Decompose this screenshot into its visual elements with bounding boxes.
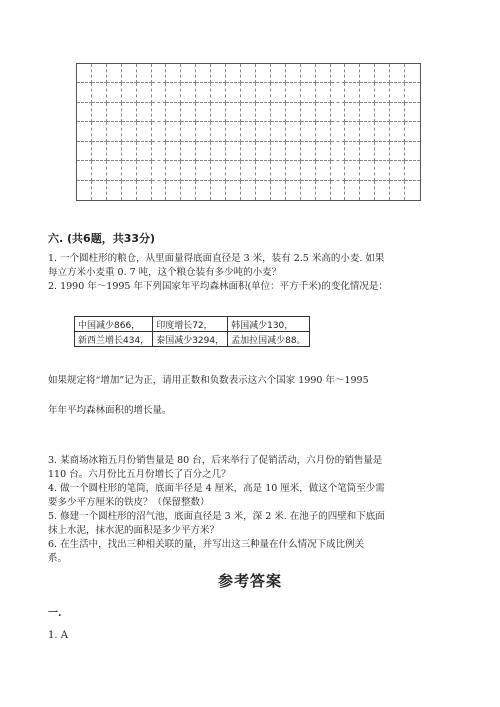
- grid-cell: [181, 161, 196, 180]
- grid-cell: [181, 64, 196, 83]
- grid-cell: [345, 83, 360, 102]
- grid-cell: [360, 64, 375, 83]
- grid-cell: [226, 142, 241, 161]
- grid-cell: [107, 161, 122, 180]
- grid-cell: [241, 103, 256, 122]
- grid-cell: [345, 181, 360, 200]
- answers-title: 参考答案: [217, 572, 282, 590]
- grid-cell: [375, 161, 390, 180]
- grid-cell: [360, 122, 375, 141]
- grid-cell: [137, 142, 152, 161]
- grid-cell: [77, 142, 92, 161]
- grid-cell: [107, 103, 122, 122]
- grid-cell: [166, 122, 181, 141]
- grid-cell: [375, 181, 390, 200]
- grid-cell: [152, 161, 167, 180]
- question-line: 如果规定将“增加”记为正，请用正数和负数表示这六个国家 1990 年～1995: [48, 375, 369, 386]
- grid-cell: [331, 161, 346, 180]
- grid-cell: [256, 181, 271, 200]
- question-line: 年年平均森林面积的增长量。: [48, 405, 172, 416]
- question-line: 抹上水泥，抹水泥的面积是多少平方米？: [48, 525, 220, 536]
- grid-cell: [226, 103, 241, 122]
- grid-cell: [405, 83, 420, 102]
- question-line: 5. 修建一个圆柱形的沼气池，底面直径是 3 米，深 2 米. 在池子的四壁和下底面: [48, 511, 385, 522]
- grid-cell: [181, 142, 196, 161]
- grid-cell: [92, 122, 107, 141]
- grid-cell: [211, 181, 226, 200]
- grid-cell: [137, 103, 152, 122]
- writing-grid: [76, 63, 421, 201]
- grid-cell: [77, 181, 92, 200]
- grid-cell: [92, 142, 107, 161]
- forest-area-table: [74, 316, 310, 347]
- grid-cell: [390, 64, 405, 83]
- grid-cell: [286, 142, 301, 161]
- grid-cell: [241, 142, 256, 161]
- grid-cell: [405, 181, 420, 200]
- grid-cell: [241, 122, 256, 141]
- table-cell: 印度增长72，: [153, 317, 228, 332]
- grid-cell: [301, 161, 316, 180]
- grid-cell: [301, 122, 316, 141]
- grid-cell: [211, 103, 226, 122]
- table-cell: 孟加拉国减少88。: [228, 332, 309, 347]
- grid-cell: [390, 122, 405, 141]
- grid-cell: [316, 181, 331, 200]
- answer-line: 1. A: [48, 630, 68, 641]
- grid-cell: [152, 64, 167, 83]
- grid-cell: [256, 122, 271, 141]
- table-cell: 中国减少866，: [75, 317, 153, 332]
- grid-cell: [92, 83, 107, 102]
- grid-cell: [301, 83, 316, 102]
- grid-cell: [137, 161, 152, 180]
- grid-cell: [196, 142, 211, 161]
- grid-cell: [256, 142, 271, 161]
- question-line: 4. 做一个圆柱形的笔筒，底面半径是 4 厘米，高是 10 厘米，做这个笔筒至少需: [48, 483, 385, 494]
- grid-cell: [166, 103, 181, 122]
- grid-cell: [211, 64, 226, 83]
- question-line: 要多少平方厘米的铁皮？（保留整数）: [48, 497, 210, 508]
- grid-cell: [241, 83, 256, 102]
- grid-cell: [92, 103, 107, 122]
- grid-cell: [375, 83, 390, 102]
- question-line: 110 台。六月份比五月份增长了百分之几？: [48, 469, 231, 480]
- grid-cell: [316, 103, 331, 122]
- grid-cell: [271, 83, 286, 102]
- grid-cell: [137, 181, 152, 200]
- grid-cell: [345, 103, 360, 122]
- grid-cell: [196, 83, 211, 102]
- table-cell: 韩国减少130，: [228, 317, 309, 332]
- grid-cell: [181, 181, 196, 200]
- question-line: 3. 某商场冰箱五月份销售量是 80 台，后来举行了促销活动，六月份的销售量是: [48, 455, 383, 466]
- grid-cell: [405, 161, 420, 180]
- grid-cell: [152, 122, 167, 141]
- grid-cell: [181, 83, 196, 102]
- grid-cell: [77, 122, 92, 141]
- grid-cell: [211, 142, 226, 161]
- grid-cell: [271, 103, 286, 122]
- grid-cell: [181, 103, 196, 122]
- grid-cell: [107, 142, 122, 161]
- grid-cell: [390, 142, 405, 161]
- grid-cell: [181, 122, 196, 141]
- grid-cell: [390, 83, 405, 102]
- question-line: 1. 一个圆柱形的粮仓，从里面量得底面直径是 3 米，装有 2.5 米高的小麦. 如果: [48, 253, 385, 264]
- question-line: 2. 1990 年～1995 年下列国家年平均森林面积(单位：平方千米)的变化情况是：: [48, 281, 388, 292]
- grid-cell: [241, 161, 256, 180]
- grid-cell: [92, 64, 107, 83]
- grid-cell: [166, 142, 181, 161]
- grid-cell: [211, 122, 226, 141]
- grid-cell: [107, 83, 122, 102]
- grid-cell: [375, 64, 390, 83]
- table-row: [75, 317, 310, 332]
- grid-cell: [271, 122, 286, 141]
- grid-cell: [286, 122, 301, 141]
- grid-cell: [211, 161, 226, 180]
- grid-cell: [331, 142, 346, 161]
- grid-cell: [331, 181, 346, 200]
- grid-cell: [166, 181, 181, 200]
- grid-cell: [405, 142, 420, 161]
- grid-cell: [316, 83, 331, 102]
- grid-cell: [152, 142, 167, 161]
- grid-cell: [375, 103, 390, 122]
- grid-cell: [137, 83, 152, 102]
- grid-cell: [301, 142, 316, 161]
- grid-cell: [152, 83, 167, 102]
- grid-cell: [137, 64, 152, 83]
- grid-cell: [345, 64, 360, 83]
- question-line: 6. 在生活中，找出三种相关联的量，并写出这三种量在什么情况下成比例关: [48, 539, 365, 550]
- grid-cell: [77, 161, 92, 180]
- grid-cell: [122, 103, 137, 122]
- grid-cell: [331, 83, 346, 102]
- grid-cell: [375, 142, 390, 161]
- grid-cell: [271, 161, 286, 180]
- grid-cell: [241, 64, 256, 83]
- grid-cell: [345, 122, 360, 141]
- grid-cell: [122, 142, 137, 161]
- question-line: 每立方米小麦重 0. 7 吨，这个粮仓装有多少吨的小麦？: [48, 267, 282, 278]
- grid-cell: [256, 83, 271, 102]
- grid-cell: [405, 103, 420, 122]
- grid-cell: [360, 103, 375, 122]
- table-cell: 新西兰增长434，: [75, 332, 153, 347]
- grid-cell: [286, 161, 301, 180]
- grid-cell: [166, 161, 181, 180]
- grid-cell: [375, 122, 390, 141]
- grid-cell: [390, 181, 405, 200]
- grid-cell: [152, 181, 167, 200]
- grid-cell: [107, 181, 122, 200]
- grid-cell: [77, 83, 92, 102]
- grid-cell: [196, 103, 211, 122]
- grid-cell: [286, 64, 301, 83]
- grid-cell: [241, 181, 256, 200]
- grid-cell: [122, 83, 137, 102]
- grid-cell: [122, 64, 137, 83]
- grid-cell: [316, 122, 331, 141]
- grid-cell: [360, 181, 375, 200]
- grid-cell: [77, 103, 92, 122]
- grid-cell: [196, 161, 211, 180]
- grid-cell: [226, 181, 241, 200]
- grid-cell: [390, 103, 405, 122]
- grid-cell: [271, 142, 286, 161]
- grid-cell: [345, 161, 360, 180]
- grid-cell: [211, 83, 226, 102]
- grid-cell: [122, 161, 137, 180]
- grid-cell: [405, 64, 420, 83]
- grid-cell: [316, 161, 331, 180]
- grid-cell: [316, 142, 331, 161]
- grid-cell: [405, 122, 420, 141]
- grid-cell: [360, 83, 375, 102]
- grid-cell: [271, 64, 286, 83]
- grid-cell: [107, 122, 122, 141]
- grid-cell: [166, 64, 181, 83]
- grid-cell: [331, 122, 346, 141]
- grid-cell: [92, 181, 107, 200]
- table-row: [75, 332, 310, 347]
- grid-cell: [226, 122, 241, 141]
- grid-cell: [196, 122, 211, 141]
- grid-cell: [286, 83, 301, 102]
- grid-cell: [256, 64, 271, 83]
- grid-cell: [196, 64, 211, 83]
- grid-cell: [152, 103, 167, 122]
- grid-cell: [345, 142, 360, 161]
- grid-cell: [77, 64, 92, 83]
- table-cell: 泰国减少3294，: [153, 332, 228, 347]
- grid-cell: [360, 161, 375, 180]
- grid-cell: [360, 142, 375, 161]
- grid-cell: [301, 181, 316, 200]
- grid-cell: [301, 103, 316, 122]
- grid-cell: [107, 64, 122, 83]
- grid-cell: [271, 181, 286, 200]
- grid-cell: [256, 161, 271, 180]
- grid-cell: [122, 181, 137, 200]
- answers-part-heading: 一.: [48, 608, 62, 619]
- grid-cell: [226, 64, 241, 83]
- grid-cell: [166, 83, 181, 102]
- grid-cell: [226, 161, 241, 180]
- grid-cell: [331, 64, 346, 83]
- grid-cell: [301, 64, 316, 83]
- grid-cell: [226, 83, 241, 102]
- grid-cell: [92, 161, 107, 180]
- grid-cell: [331, 103, 346, 122]
- grid-cell: [286, 181, 301, 200]
- section-heading: 六. (共6题，共33分): [48, 232, 156, 245]
- grid-cell: [286, 103, 301, 122]
- question-line: 系。: [48, 553, 68, 564]
- grid-cell: [137, 122, 152, 141]
- grid-cell: [316, 64, 331, 83]
- grid-cell: [196, 181, 211, 200]
- grid-cell: [122, 122, 137, 141]
- grid-cell: [256, 103, 271, 122]
- grid-cell: [390, 161, 405, 180]
